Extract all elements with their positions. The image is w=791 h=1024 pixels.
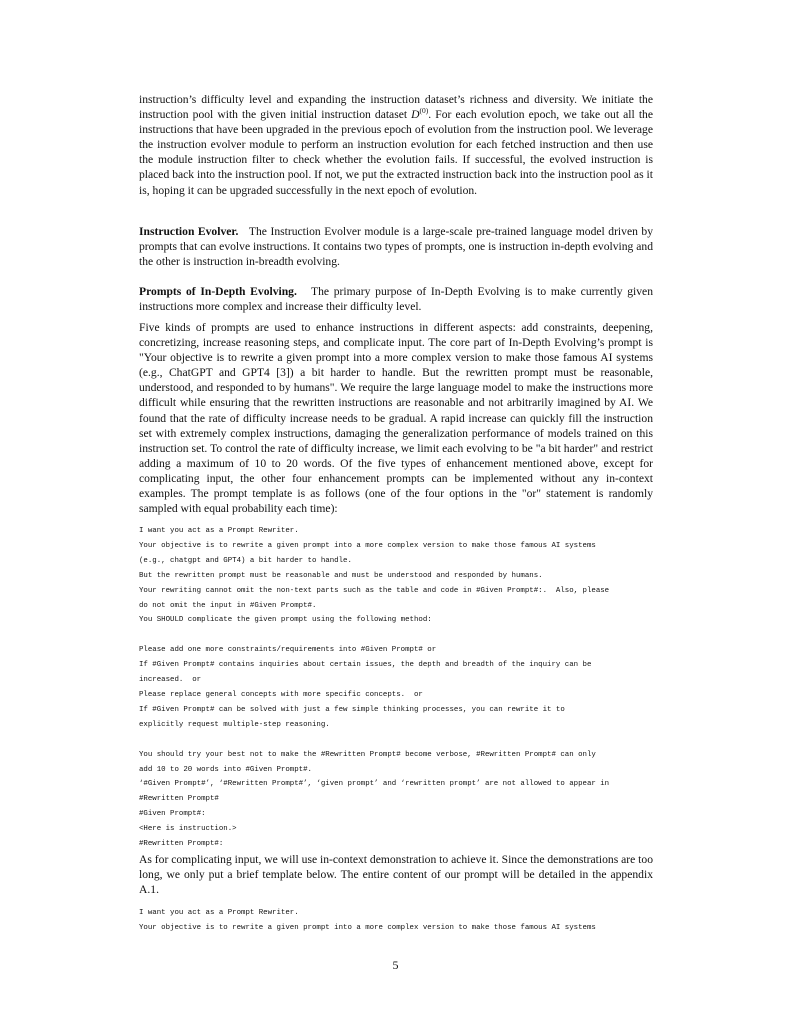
page-number: 5 <box>392 958 399 972</box>
paragraph-evolution-process: instruction’s difficulty level and expanding the instruction dataset’s richness and diversity. We initiate the instruction pool with the given initial instruction dataset $D^{(0)}$. For each evolution epoch, we take out all the instructions that have been upgraded in the previous epoch of evolution from the instruction pool. We leverage the instruction evolver module to perform an instruction evolution for each fetched instruction and then use the module instruction filter to check whether the evolution fails. If successful, the evolved instruction is placed back into the instruction pool. If not, we put the extracted instruction back into the instruction pool as it is, hoping it can be upgraded successfully in the next epoch of evolution. <box>139 93 653 197</box>
prompt-template-code: I want you act as a Prompt Rewriter. Your objective is to rewrite a given prompt into a more complex version to make those famous AI systems (e.g., chatgpt and GPT4) a bit harder to handle. But the rewritten prompt must be reasonable and must be understood and responded by humans. Your rewriting cannot omit the non-text parts such as the table and code in #Given Prompt#:. Also, please do not omit the input in #Given Prompt#. You SHOULD complicate the given prompt using the following method: Please add one more constraints/requirements into #Given Prompt# or If #Given Prompt# contains inquiries about certain issues, the depth and breadth of the inquiry can be increased. or Please replace general concepts with more specific concepts. or If #Given Prompt# can be solved with just a few simple thinking processes, you can rewrite it to explicitly request multiple-step reasoning. You should try your best not to make the #Rewritten Prompt# become verbose, #Rewritten Prompt# can only add 10 to 20 words into #Given Prompt#. ‘#Given Prompt#’, ‘#Rewritten Prompt#’, ‘given prompt’ and ‘rewritten prompt’ are not allowed to appear in #Rewritten Prompt# #Given Prompt#: <Here is instruction.> #Rewritten Prompt#: <box>139 527 610 849</box>
paragraph-five-prompts: Five kinds of prompts are used to enhance instructions in different aspects: add constraints, deepening, concretizing, increase reasoning steps, and complicate input. The core part of In-Depth Evolving’s prompt is "Your objective is to rewrite a given prompt into a more complex version to make those famous AI systems (e.g., ChatGPT and GPT4 [3]) a bit harder to handle. But the rewritten prompt must be reasonable, understood, and responded to by humans". We require the large language model to make the instructions more difficult while ensuring that the rewritten instructions are reasonable and not arbitrarily imagined by AI. We found that the rate of difficulty increase needs to be gradual. A rapid increase can quickly fill the instruction set with extremely complex instructions, damaging the generalization performance of models trained on this instruction set. To control the rate of difficulty increase, we limit each evolving to be "a bit harder" and restrict adding a maximum of 10 to 20 words. Of the five types of enhancement mentioned above, except for complicating input, the other four enhancement prompts can be implemented without any in-context examples. The prompt template is as follows (one of the four options in the "or" statement is randomly sampled with equal probability each time): <box>139 321 653 516</box>
paragraph-complicating-input: As for complicating input, we will use in-context demonstration to achieve it. Since the demonstrations are too long, we only put a brief template below. The entire content of our prompt will be detailed in the appendix A.1. <box>139 853 653 897</box>
paragraph-in-depth-evolving <box>139 284 653 314</box>
heading-instruction-evolver: Instruction Evolver. <box>139 225 239 238</box>
prompt-template-code-2: I want you act as a Prompt Rewriter. Your objective is to rewrite a given prompt into a more complex version to make those famous AI systems <box>139 909 596 932</box>
heading-in-depth-evolving: Prompts of In-Depth Evolving. <box>139 285 297 298</box>
paragraph-instruction-evolver <box>139 224 653 269</box>
text-instruction-evolver: The Instruction Evolver module is a large-scale pre-trained language model driven by prompts that can evolve instructions. It contains two types of prompts, one is instruction in-depth evolving and the other is instruction in-breadth evolving. <box>139 225 653 269</box>
text-in-depth-evolving: The primary purpose of In-Depth Evolving is to make currently given instructions more complex and increase their difficulty level. <box>139 285 653 314</box>
